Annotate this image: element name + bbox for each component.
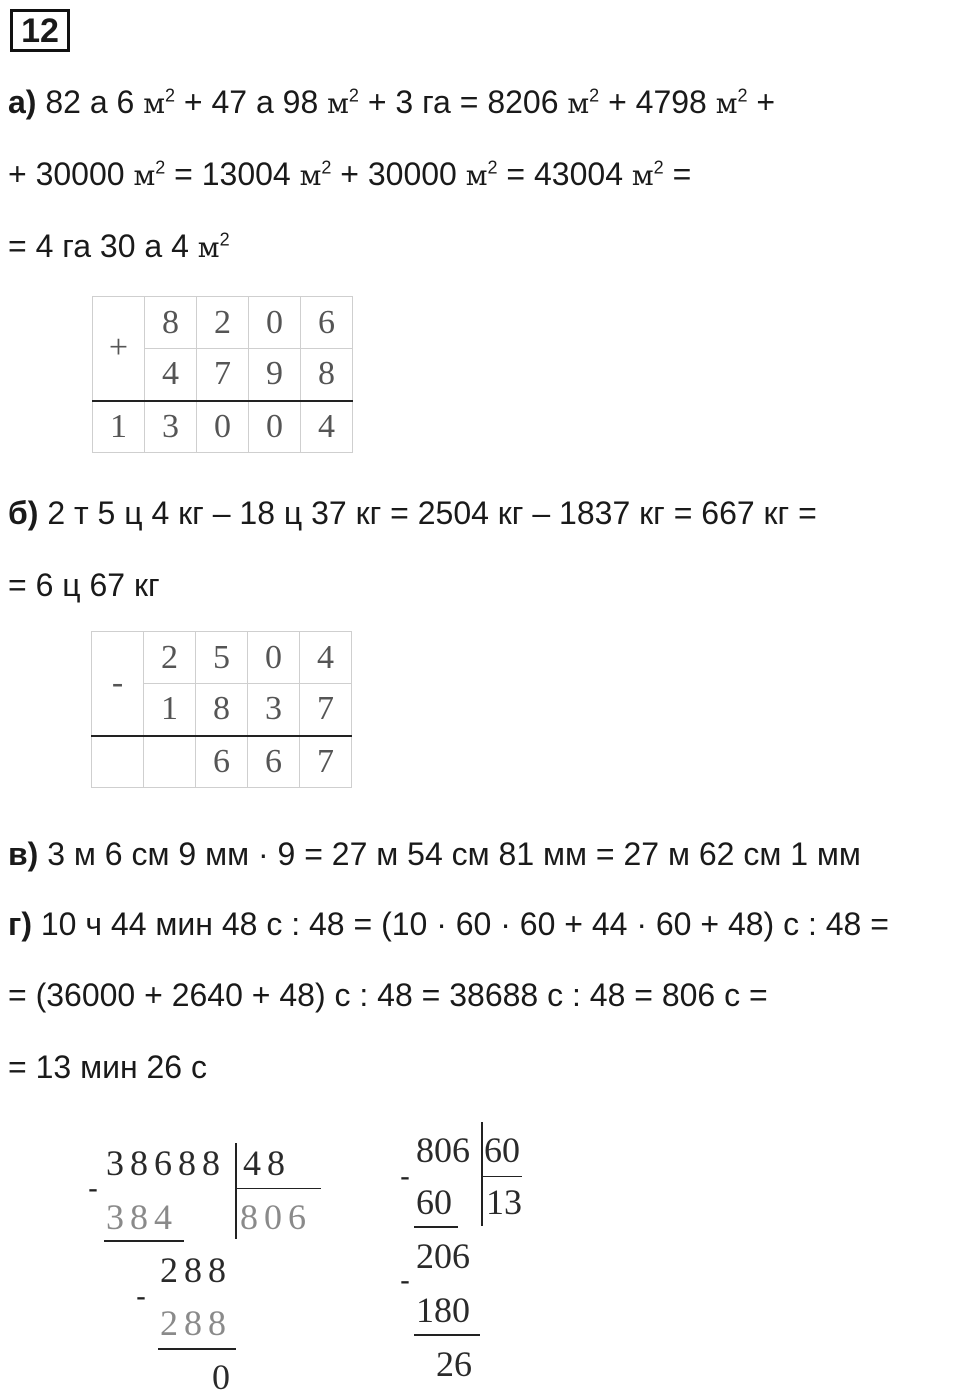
division2-divisor: 60 [484,1130,520,1170]
digit: 7 [197,349,249,401]
operation-sign: + [93,297,145,401]
division2-sub2: 180 [416,1290,470,1330]
digit: 4 [301,401,353,453]
part-a-line-3: = 4 га 30 а 4 $м^2$ [8,228,230,264]
division2-quotient-bar [482,1176,522,1177]
digit: 0 [249,401,301,453]
digit: 8 [301,349,353,401]
division1-final: 0 [212,1357,236,1397]
digit: 1 [93,401,145,453]
division2-dividend: 806 [416,1130,470,1170]
division1-sub2: 288 [160,1303,232,1343]
digit: 4 [300,632,352,684]
minus-sign: - [400,1264,410,1297]
digit: 5 [196,632,248,684]
part-g-line-2: = (36000 + 2640 + 48) с : 48 = 38688 с : 48 = 806 с = [8,977,768,1013]
division2-vertical-bar [481,1122,483,1226]
part-b-label: б) [8,495,39,531]
digit: 8 [196,684,248,736]
division2-final: 26 [436,1344,472,1384]
digit: 0 [249,297,301,349]
column-addition [92,296,353,453]
column-subtraction [91,631,352,788]
division2-line2 [414,1334,480,1336]
digit: 2 [144,632,196,684]
digit: 1 [144,684,196,736]
division1-quotient: 806 [240,1197,312,1237]
digit: 6 [248,736,300,788]
minus-sign: - [88,1172,98,1205]
division2-quotient: 13 [486,1182,522,1222]
division1-rem1: 288 [160,1250,232,1290]
division1-quotient-bar [237,1188,321,1189]
part-g-line-3: = 13 мин 26 с [8,1049,207,1085]
part-b-line-1: б) 2 т 5 ц 4 кг – 18 ц 37 кг = 2504 кг – 1837 кг = 667 кг = [8,495,817,531]
part-a-line-2: + 30000 $м^2 = 13004$ $м^2 + 30000$ $м^2 = 43004$ $м^2$ = [8,156,692,192]
digit [144,736,196,788]
digit: 7 [300,684,352,736]
division1-line2 [158,1348,236,1350]
digit: 2 [197,297,249,349]
division1-vertical-bar [235,1143,237,1239]
digit: 6 [196,736,248,788]
digit: 4 [145,349,197,401]
digit: 9 [249,349,301,401]
division1-divisor: 48 [243,1143,291,1183]
digit: 7 [300,736,352,788]
digit [92,736,144,788]
part-v-label: в) [8,836,39,872]
division1-dividend: 38688 [106,1143,226,1183]
division2-sub1: 60 [416,1182,452,1222]
part-a-label: а) [8,84,37,120]
division2-line1 [414,1226,458,1228]
part-v-line-1: в) 3 м 6 см 9 мм · 9 = 27 м 54 см 81 мм = 27 м 62 см 1 мм [8,836,861,872]
problem-number: 12 [10,9,70,52]
digit: 6 [301,297,353,349]
minus-sign: - [400,1160,410,1193]
part-g-label: г) [8,906,32,942]
division1-sub1: 384 [106,1197,178,1237]
digit: 0 [248,632,300,684]
division2-rem1: 206 [416,1236,470,1276]
digit: 8 [145,297,197,349]
part-a-line-1: а) 82 а 6 $м^2 + 47$ а 98 $м^2 + 3$ га = 8206 $м^2 + 4798$ $м^2$ + [8,84,776,120]
digit: 0 [197,401,249,453]
part-g-line-1: г) 10 ч 44 мин 48 с : 48 = (10 · 60 · 60 + 44 · 60 + 48) с : 48 = [8,906,889,942]
minus-sign: - [136,1280,146,1313]
digit: 3 [248,684,300,736]
division1-line1 [104,1240,184,1242]
digit: 3 [145,401,197,453]
operation-sign: - [92,632,144,736]
part-b-line-2: = 6 ц 67 кг [8,567,160,603]
